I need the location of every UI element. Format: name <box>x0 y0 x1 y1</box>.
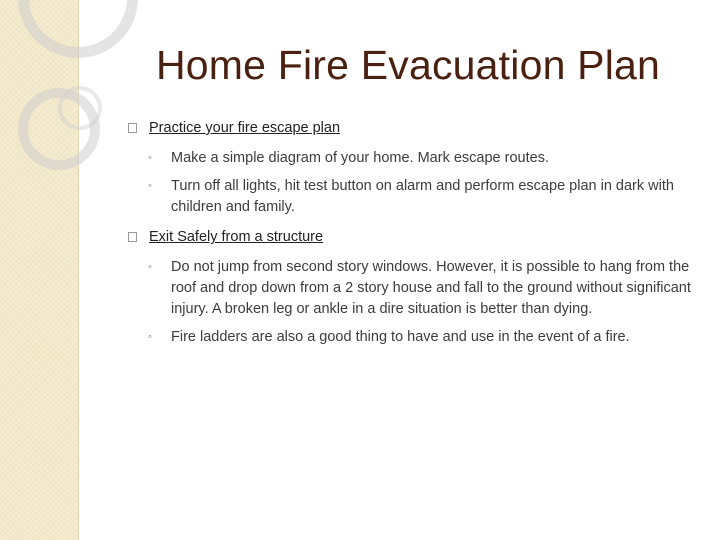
list-item <box>128 327 700 348</box>
ring-bullet-icon: ◦ <box>148 261 152 274</box>
ring-bullet-icon: ◦ <box>148 152 152 164</box>
list-item-text: Fire ladders are also a good thing to have and use in the event of a fire. <box>171 328 630 345</box>
list-item-text: Turn off all lights, hit test button on alarm and perform escape plan in dark with children and family. <box>171 177 674 215</box>
list-item <box>128 176 700 218</box>
list-item <box>128 148 700 169</box>
ring-bullet-icon: ◦ <box>148 330 152 343</box>
list-item-text: Make a simple diagram of your home. Mark escape routes. <box>171 150 549 166</box>
ring-bullet-icon: ◦ <box>148 179 152 192</box>
slide-body <box>128 118 700 358</box>
section-heading: Practice your fire escape plan <box>149 120 341 136</box>
square-bullet-icon <box>128 123 137 133</box>
section-practice-plan <box>128 118 700 138</box>
list-item <box>128 257 700 319</box>
list-item-text: Do not jump from second story windows. However, it is possible to hang from the roof and drop down from a 2 story house and fall to the ground without significant injury. A broken leg or ankle in a dire situation is better than dying. <box>171 259 691 317</box>
sub-list <box>128 148 700 217</box>
section-exit-safely <box>128 227 700 247</box>
sub-list <box>128 257 700 347</box>
square-bullet-icon <box>128 232 137 242</box>
slide-title: Home Fire Evacuation Plan <box>155 42 661 88</box>
section-heading: Exit Safely from a structure <box>149 229 324 246</box>
